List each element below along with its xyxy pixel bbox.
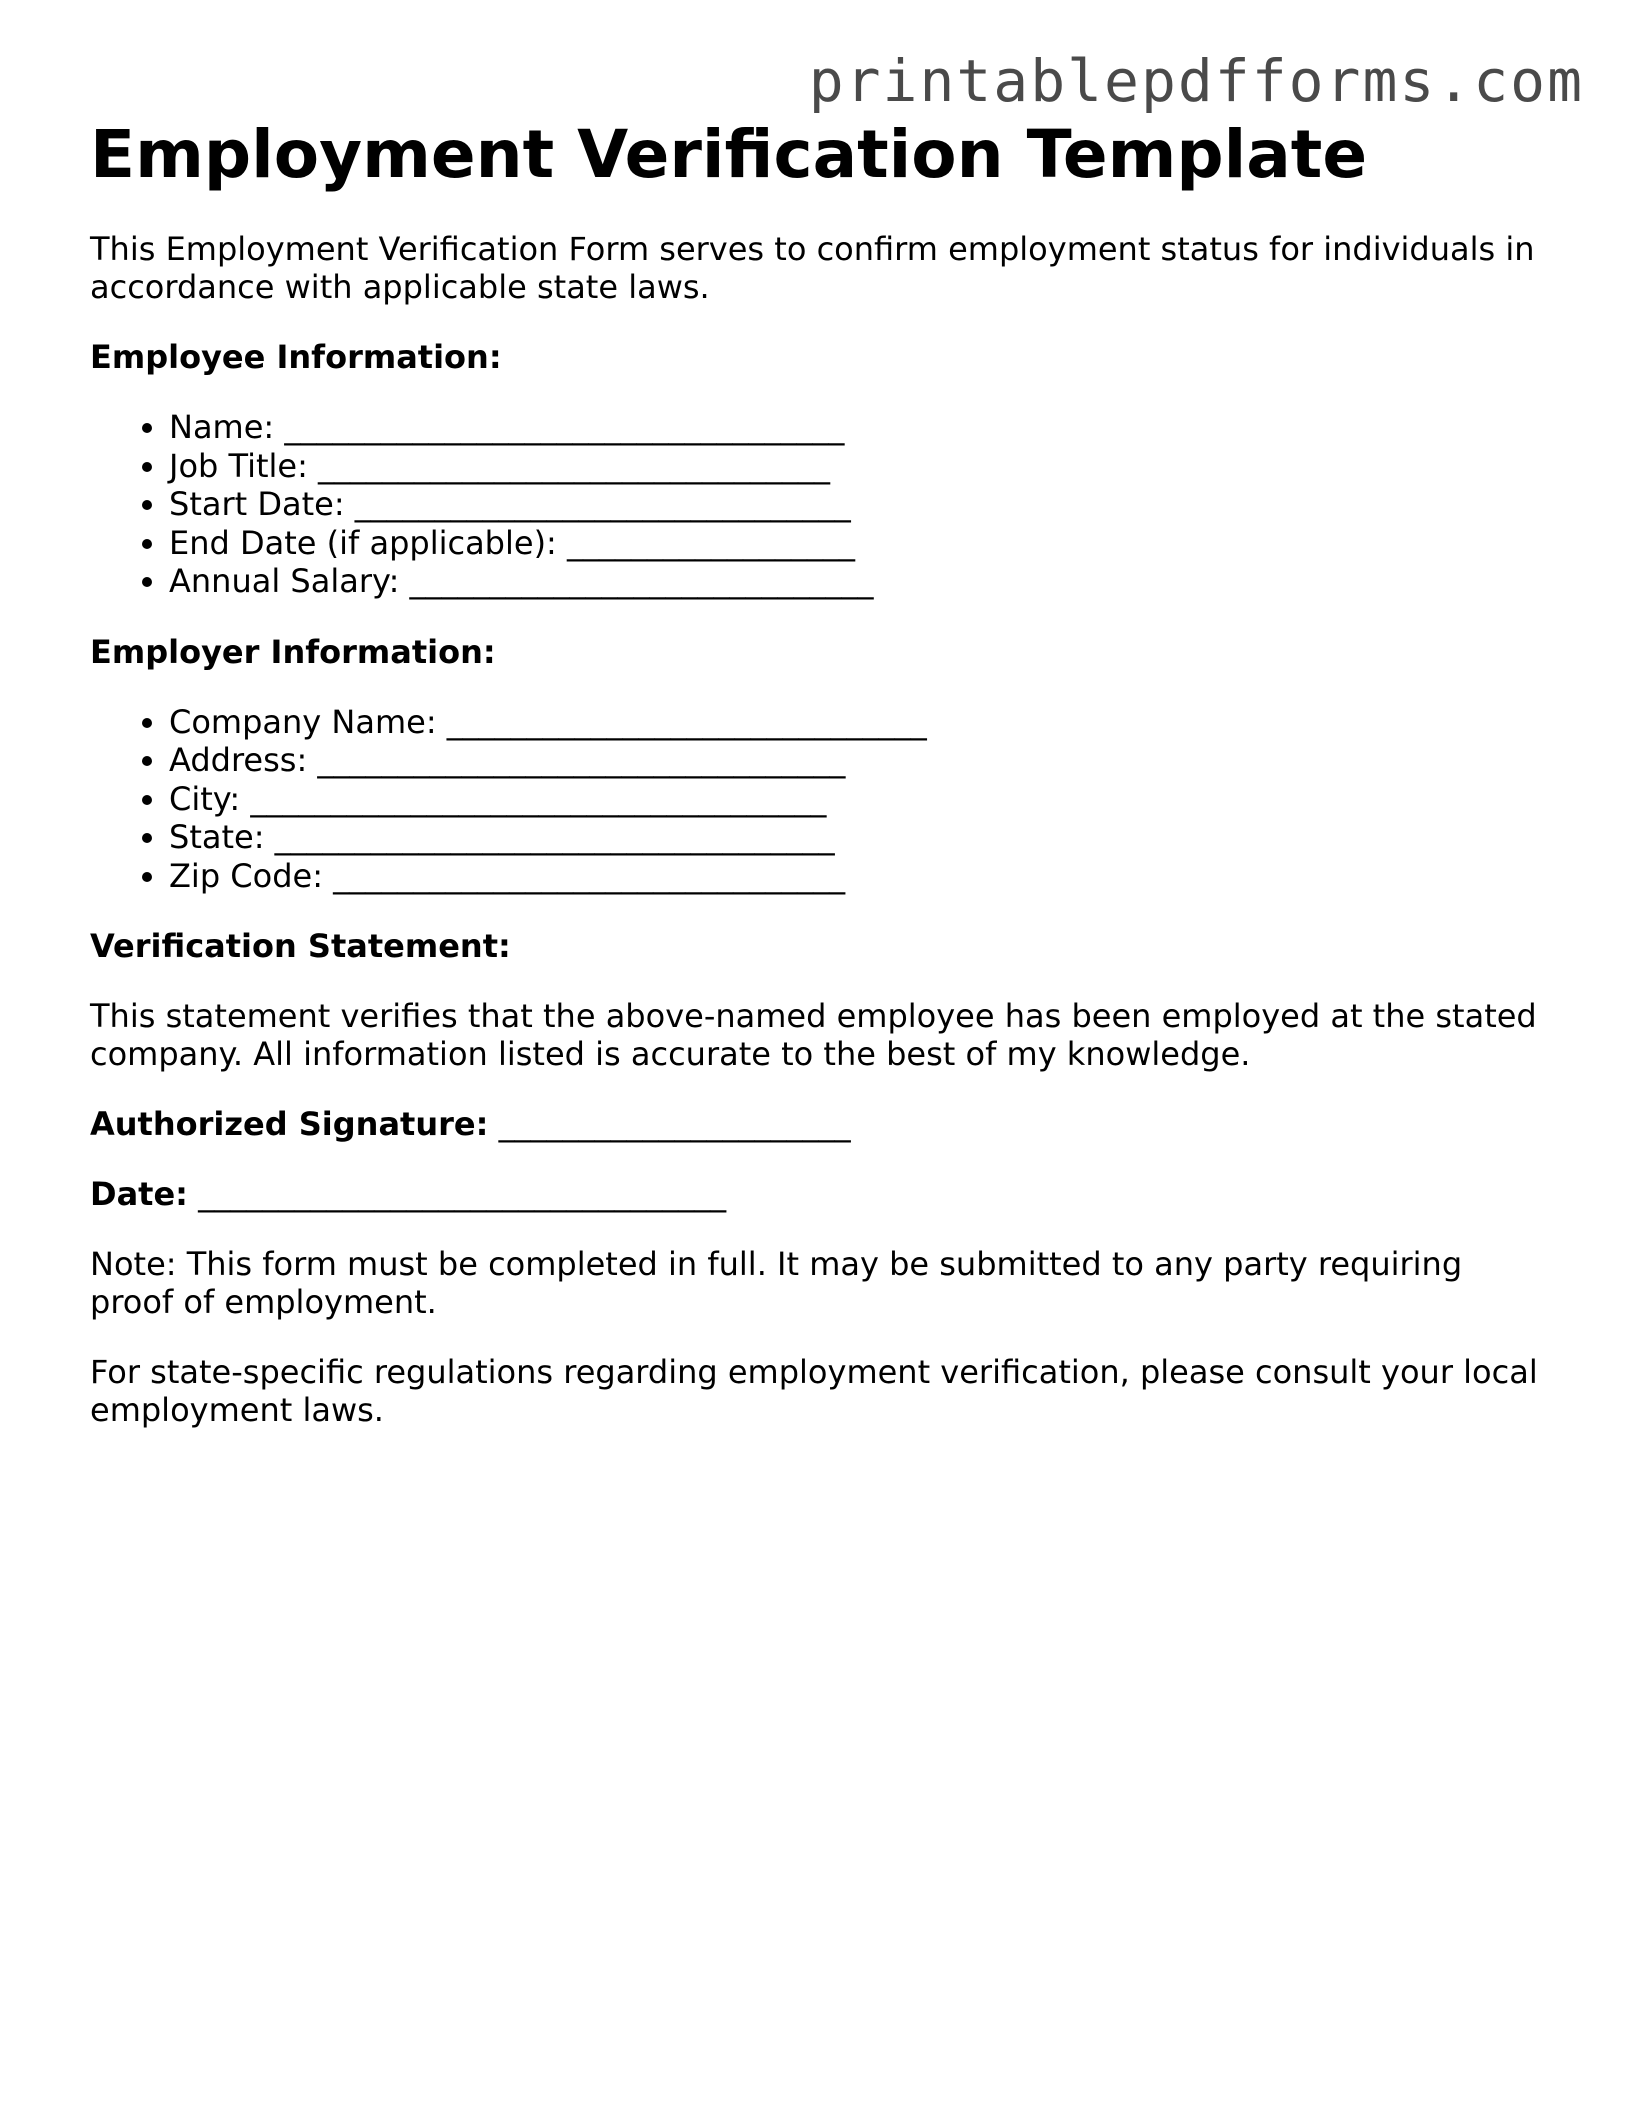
employer-address-field: • Address: _________________________________ — [169, 741, 1550, 780]
employee-name-field: • Name: ___________________________________ — [169, 408, 1550, 447]
employer-state-field: • State: ___________________________________ — [169, 818, 1550, 857]
employer-city-field: • City: ____________________________________ — [169, 780, 1550, 819]
employee-annual-salary-field: • Annual Salary: _____________________________ — [169, 562, 1550, 601]
employee-start-date-field: • Start Date: _______________________________ — [169, 485, 1550, 524]
verification-statement-text: This statement verifies that the above-named employee has been employed at the stated company. All information listed is accurate to the best of my knowledge. — [90, 997, 1537, 1073]
date-line — [90, 1175, 1550, 1213]
employer-company-name-field: • Company Name: ______________________________ — [169, 703, 1550, 742]
site-watermark: printablepdfforms.com — [808, 47, 1584, 115]
employee-end-date-field: • End Date (if applicable): __________________ — [169, 524, 1550, 563]
date-blank: _________________________________ — [198, 1175, 727, 1213]
note-paragraph: Note: This form must be completed in full. It may be submitted to any party requiring proof of employment. — [90, 1245, 1463, 1321]
intro-paragraph: This Employment Verification Form serves to confirm employment status for individuals in accordance with applicable state laws. — [90, 230, 1535, 306]
document-title: Employment Verification Template — [90, 116, 1368, 193]
footer-paragraph: For state-specific regulations regarding employment verification, please consult your local employment laws. — [90, 1353, 1538, 1429]
signature-blank: ______________________ — [498, 1105, 851, 1143]
signature-line — [90, 1105, 1550, 1143]
signature-label: Authorized Signature: — [90, 1105, 489, 1143]
document-content — [90, 114, 1550, 1429]
verification-section-heading: Verification Statement: — [90, 927, 511, 965]
employer-section-heading: Employer Information: — [90, 632, 496, 671]
employee-job-title-field: • Job Title: ________________________________ — [169, 447, 1550, 486]
employee-section-heading: Employee Information: — [90, 338, 502, 376]
employer-info-list — [90, 703, 1550, 896]
date-label: Date: — [90, 1175, 188, 1213]
employer-zip-code-field: • Zip Code: ________________________________ — [169, 857, 1550, 896]
employee-info-list — [90, 408, 1550, 601]
